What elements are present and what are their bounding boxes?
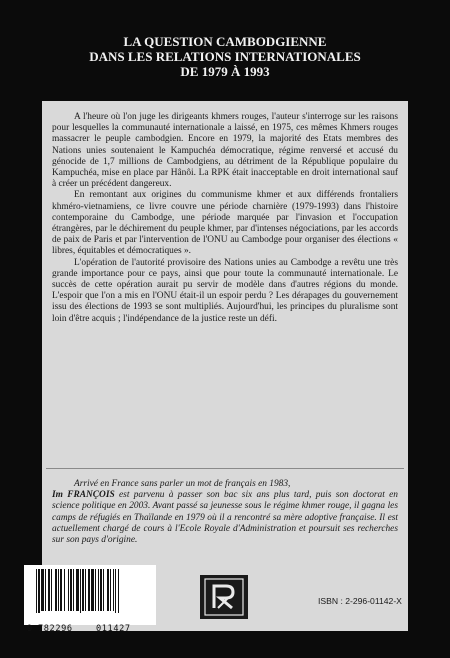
barcode-group-2: 011427 [96,624,131,634]
section-divider [46,468,404,469]
isbn-number: ISBN : 2-296-01142-X [318,596,402,606]
publisher-logo-mark [204,578,244,616]
summary-paragraph-2: En remontant aux origines du communisme khmer et aux différends frontaliers khméro-vietnamiens, ce livre couvre une période charnière (1979-1993) dans l'histoire contemporaine du Cambodge, une période marquée par l'invasion et l'occupation étrangères, par le déchirement du peuple khmer, par d'intenses négociations, par les accords de paix de Paris et par l'intervention de l'ONU au Cambodge pour organiser des élections « libres, équitables et démocratiques ». [52,190,398,257]
author-bio [52,479,398,546]
author-name: Im FRANÇOIS [52,490,115,501]
barcode-group-1: 782296 [38,624,73,634]
title-line-3: DE 1979 À 1993 [180,64,270,79]
summary-paragraph-3: L'opération de l'autorité provisoire des Nations unies au Cambodge a revêtu une très grande importance pour ce pays, ainsi que pour toute la communauté internationale. Le succès de cette opération aurait pu servir de modèle dans d'autres régions du monde. L'espoir que l'on a mis en l'ONU était-il un espoir perdu ? Les dérapages du gouvernement issu des élections de 1993 se sont multipliés. Aujourd'hui, les principes du pluralisme sont loin d'être acquis ; l'indépendance de la justice reste un défi. [52,257,398,324]
bio-paragraph [52,479,398,546]
publisher-logo-icon [200,575,248,619]
barcode [24,565,156,634]
bio-text: est parvenu à passer son bac six ans plus tard, puis son doctorat en science politique en 2003. Avant passé sa jeunesse sous le régime khmer rouge, il gagna les camps de réfugiés en Thaïlande en 1979 où il a rencontré sa mère adoptive française. Il est actuellement chargé de cours à l'Ecole Royale d'Administration et poursuit ses recherches sur son pays d'origine. [52,490,398,546]
title-line-2: DANS LES RELATIONS INTERNATIONALES [89,49,361,64]
barcode-bars [24,565,156,613]
summary-paragraph-1: A l'heure où l'on juge les dirigeants khmers rouges, l'auteur s'interroge sur les raisons pour lesquelles la communauté internationale a laissé, en 1975, ces mêmes Khmers rouges massacrer le peuple cambodgien. Encore en 1979, la majorité des Etats membres des Nations unies soutenaient le Kampuchéa démocratique, régime renversé et accusé du génocide de 1,7 millions de Cambodgiens, au détriment de la République populaire du Kampuchéa, mise en place par Hânôi. La RPK était inacceptable en droit international sauf à créer un précédent dangereux. [52,112,398,190]
bio-intro: Arrivé en France sans parler un mot de français en 1983, [74,479,291,489]
title-line-1: LA QUESTION CAMBODGIENNE [123,34,327,49]
barcode-first-digit: 9 [27,624,33,634]
summary-text [52,112,398,325]
text-panel [42,101,408,631]
book-title [0,34,450,79]
